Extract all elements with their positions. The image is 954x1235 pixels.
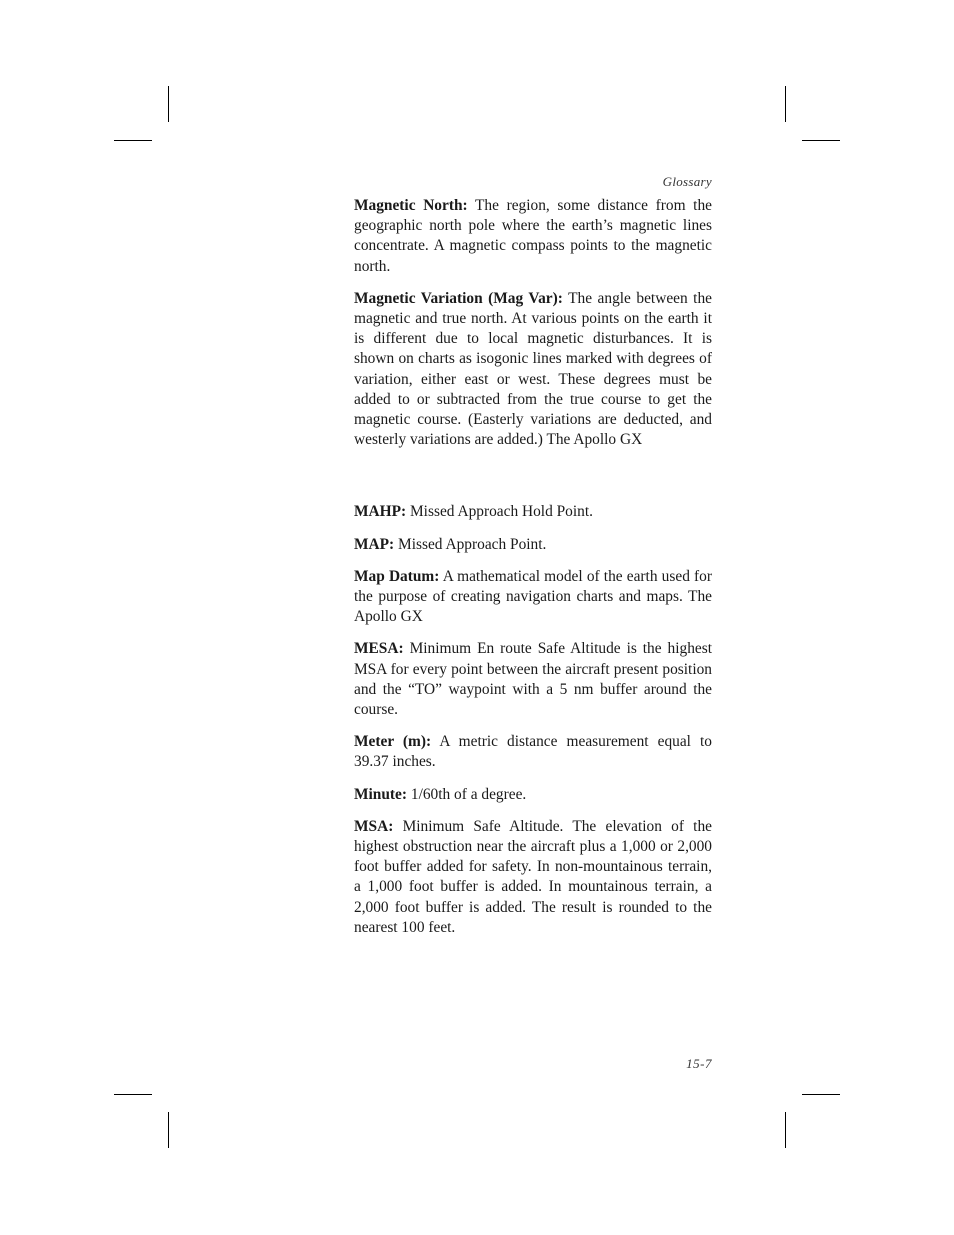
glossary-content [354,196,712,950]
crop-mark-bottom-left-horizontal [114,1094,152,1095]
glossary-definition: A mathematical model of the earth used for the purpose of creating navigation charts and maps. The Apollo GX [354,567,712,626]
glossary-term: MAHP: [354,503,407,521]
crop-mark-bottom-right-vertical [785,1112,786,1148]
glossary-definition: Minimum Safe Altitude. The elevation of the highest obstruction near the aircraft plus a 1,000 or 2,000 foot buffer added for safety. In non-mountainous terrain, a 1,000 foot buffer is added. In mountainous terrain, a 2,000 foot buffer is added. The result is rounded to the nearest 100 feet. [354,817,712,936]
glossary-definition: Missed Approach Point. [398,535,547,553]
glossary-entry-magnetic-north [354,196,712,277]
crop-mark-top-left-vertical [168,86,169,122]
glossary-entry-mahp [354,502,712,522]
glossary-term: Meter (m): [354,733,432,751]
glossary-term: MSA: [354,817,394,835]
crop-mark-bottom-right-horizontal [802,1094,840,1095]
glossary-definition: 1/60th of a degree. [410,785,527,803]
glossary-definition: Missed Approach Hold Point. [410,503,593,521]
glossary-entry-map [354,535,712,555]
page-number: 15-7 [686,1056,712,1071]
glossary-entry-minute [354,785,712,805]
glossary-entry-meter [354,732,712,772]
glossary-term: MAP: [354,535,395,553]
glossary-definition: The angle between the magnetic and true north. At various points on the earth it is different due to local magnetic disturbances. It is shown on charts as isogonic lines marked with degrees of variation, either east or west. These degrees must be added to or subtracted from the true course to get the magnetic course. (Easterly variations are deducted, and westerly variations are added.) The Apollo GX [354,289,712,449]
glossary-term: Magnetic North: [354,197,468,214]
crop-mark-top-left-horizontal [114,140,152,141]
crop-mark-top-right-horizontal [802,140,840,141]
glossary-entry-magnetic-variation [354,289,712,451]
glossary-term: Minute: [354,785,408,803]
glossary-definition: The region, some distance from the geographic north pole where the earth’s magnetic lines concentrate. A magnetic compass points to the magnetic north. [354,197,712,275]
running-header: Glossary [662,174,712,189]
glossary-definition: Minimum En route Safe Altitude is the highest MSA for every point between the aircraft present position and the “TO” waypoint with a 5 nm buffer around the course. [354,640,713,719]
glossary-entry-mesa [354,639,712,720]
glossary-term: Map Datum: [354,567,440,585]
glossary-entry-map-datum [354,567,712,628]
glossary-term: Magnetic Variation (Mag Var): [354,289,563,307]
crop-mark-bottom-left-vertical [168,1112,169,1148]
glossary-entry-msa [354,817,712,938]
glossary-term: MESA: [354,640,404,658]
crop-mark-top-right-vertical [785,86,786,122]
glossary-definition: A metric distance measurement equal to 39.37 inches. [354,733,712,771]
